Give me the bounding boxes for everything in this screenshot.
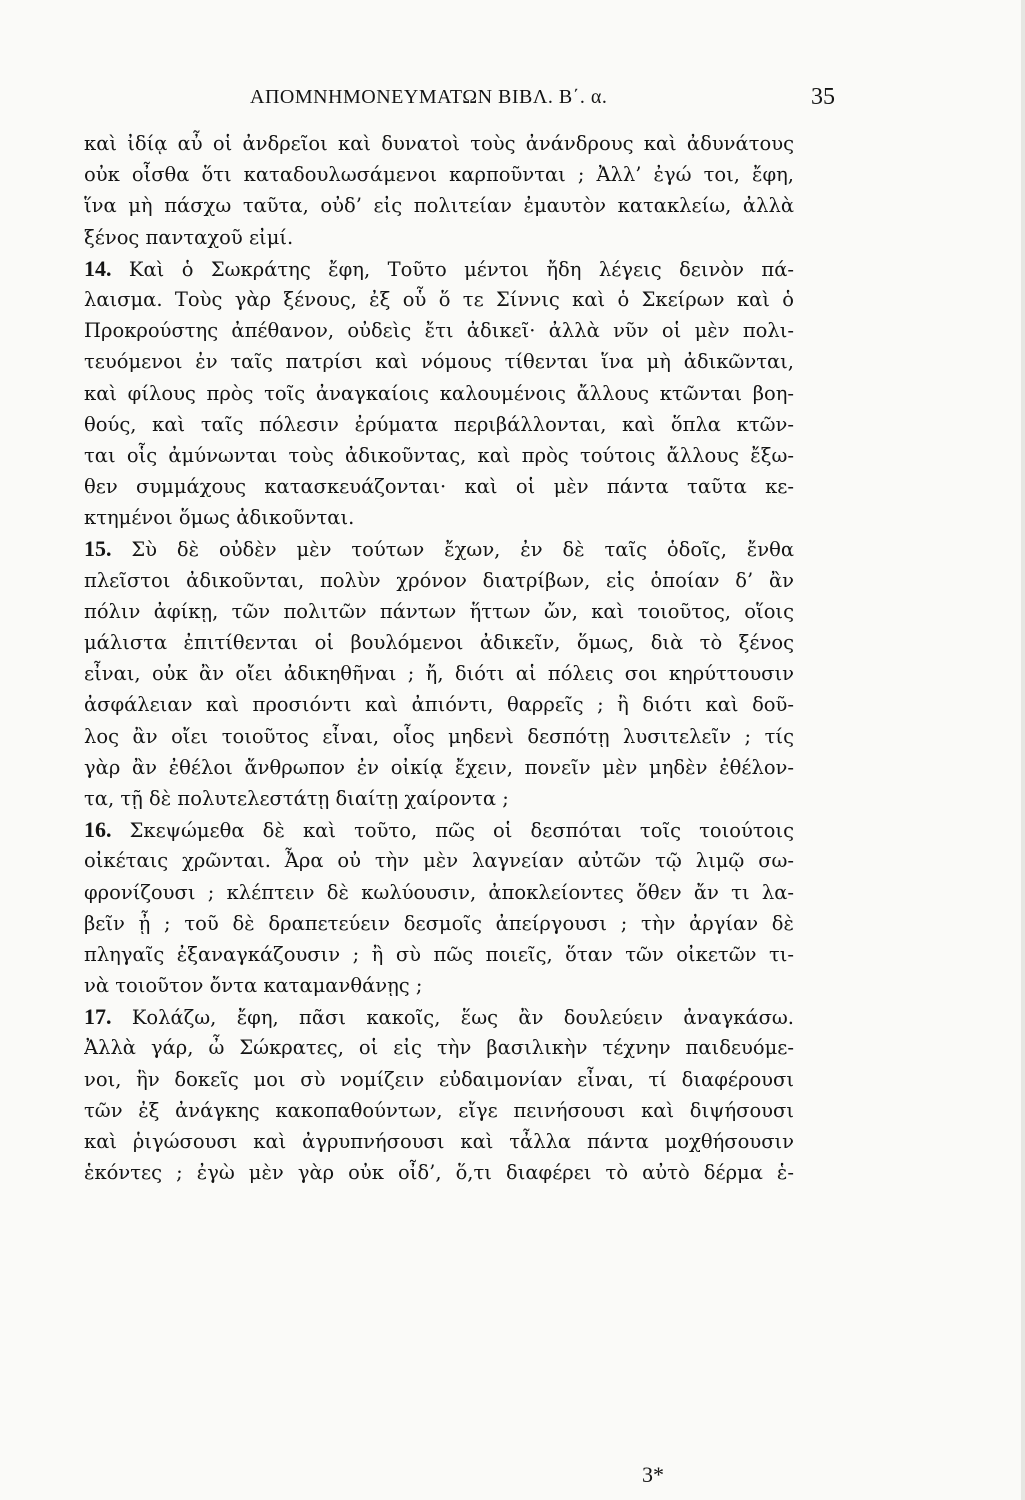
line-text: θεν συμμάχους κατασκευάζονται· καὶ οἱ μὲν πάντα ταῦτα κε-: [84, 475, 794, 499]
line-text: λος ἂν οἴει τοιοῦτος εἶναι, οἷος μηδενὶ δεσπότῃ λυσιτελεῖν ; τίς: [84, 724, 794, 748]
text-line: [84, 253, 794, 284]
page-number: 35: [811, 84, 835, 110]
line-text: μάλιστα ἐπιτίθενται οἱ βουλόμενοι ἀδικεῖν, ὅμως, διὰ τὸ ξένος: [84, 631, 794, 654]
text-line: [84, 159, 794, 190]
text-line: [84, 346, 794, 377]
line-text: καὶ ῥιγώσουσι καὶ ἀγρυπνήσουσι καὶ τἆλλα πάντα μοχθήσουσιν: [84, 1130, 794, 1153]
text-line: [84, 1126, 794, 1157]
text-line: [84, 1001, 794, 1032]
line-text: νὰ τοιοῦτον ὄντα καταμανθάνῃς ;: [84, 974, 423, 998]
line-text: βεῖν ᾖ ; τοῦ δὲ δραπετεύειν δεσμοῖς ἀπείργουσι ; τὴν ἀργίαν δὲ: [84, 911, 794, 935]
line-text: γὰρ ἂν ἐθέλοι ἄνθρωπον ἐν οἰκίᾳ ἔχειν, πονεῖν μὲν μηδὲν ἐθέλον-: [84, 755, 794, 779]
text-line: [84, 752, 794, 783]
line-text: Καὶ ὁ Σωκράτης ἔφη, Τοῦτο μέντοι ἤδη λέγεις δεινὸν πά-: [111, 257, 794, 281]
line-text: ἵνα μὴ πάσχω ταῦτα, οὐδ’ εἰς πολιτείαν ἐμαυτὸν κατακλείω, ἀλλὰ: [84, 194, 794, 218]
line-text: Ἀλλὰ γάρ, ὦ Σώκρατες, οἱ εἰς τὴν βασιλικὴν τέχνην παιδευόμε-: [84, 1036, 794, 1060]
line-text: ξένος πανταχοῦ εἰμί.: [84, 225, 294, 249]
text-line: [84, 814, 794, 845]
section-number: 15.: [84, 536, 112, 562]
text-line: [84, 284, 794, 315]
text-line: [84, 845, 794, 876]
section-number: 16.: [84, 817, 112, 843]
text-line: [84, 877, 794, 908]
text-line: [84, 908, 794, 939]
line-text: νοι, ἣν δοκεῖς μοι σὺ νομίζειν εὐδαιμονίαν εἶναι, τί διαφέρουσι: [84, 1067, 794, 1091]
body-text: [84, 128, 794, 1188]
text-line: [84, 1064, 794, 1095]
text-line: [84, 658, 794, 689]
text-line: [84, 939, 794, 970]
text-line: [84, 1095, 794, 1126]
line-text: ἑκόντες ; ἐγὼ μὲν γὰρ οὐκ οἶδ’, ὅ,τι διαφέρει τὸ αὐτὸ δέρμα ἑ-: [84, 1161, 794, 1185]
text-line: [84, 409, 794, 440]
text-line: [84, 533, 794, 564]
line-text: θούς, καὶ ταῖς πόλεσιν ἐρύματα περιβάλλονται, καὶ ὅπλα κτῶν-: [84, 412, 794, 436]
section-number: 17.: [84, 1004, 112, 1030]
text-line: [84, 128, 794, 159]
text-line: [84, 565, 794, 596]
text-line: [84, 222, 794, 253]
running-title: ΑΠΟΜΝΗΜΟΝΕΥΜΑΤΩΝ ΒΙΒΛ. Β΄. α.: [250, 86, 608, 108]
line-text: οὐκ οἶσθα ὅτι καταδουλωσάμενοι καρποῦνται ; Ἀλλ’ ἐγώ τοι, ἔφη,: [84, 163, 794, 187]
line-text: λαισμα. Τοὺς γὰρ ξένους, ἐξ οὗ ὅ τε Σίννις καὶ ὁ Σκείρων καὶ ὁ: [84, 287, 794, 311]
line-text: πληγαῖς ἐξαναγκάζουσιν ; ἢ σὺ πῶς ποιεῖς, ὅταν τῶν οἰκετῶν τι-: [84, 942, 794, 966]
line-text: οἰκέταις χρῶνται. Ἆρα οὐ τὴν μὲν λαγνείαν αὐτῶν τῷ λιμῷ σω-: [84, 849, 794, 873]
text-line: [84, 970, 794, 1001]
text-line: [84, 378, 794, 409]
line-text: εἶναι, οὐκ ἂν οἴει ἀδικηθῆναι ; ἤ, διότι αἱ πόλεις σοι κηρύττουσιν: [84, 662, 794, 686]
text-line: [84, 689, 794, 720]
line-text: κτημένοι ὅμως ἀδικοῦνται.: [84, 506, 355, 530]
text-line: [84, 471, 794, 502]
text-line: [84, 315, 794, 346]
text-line: [84, 596, 794, 627]
text-line: [84, 783, 794, 814]
line-text: πλεῖστοι ἀδικοῦνται, πολὺν χρόνον διατρίβων, εἰς ὁποίαν δ’ ἂν: [84, 568, 794, 592]
signature-mark: 3*: [642, 1462, 664, 1487]
line-text: φρονίζουσι ; κλέπτειν δὲ κωλύουσιν, ἀποκλείοντες ὅθεν ἄν τι λα-: [84, 880, 794, 904]
line-text: καὶ φίλους πρὸς τοῖς ἀναγκαίοις καλουμένοις ἄλλους κτῶνται βοη-: [84, 381, 794, 405]
line-text: Σὺ δὲ οὐδὲν μὲν τούτων ἔχων, ἐν δὲ ταῖς ὁδοῖς, ἔνθα: [111, 538, 794, 562]
text-line: [84, 721, 794, 752]
line-text: Σκεψώμεθα δὲ καὶ τοῦτο, πῶς οἱ δεσπόται τοῖς τοιούτοις: [111, 819, 794, 843]
line-text: τῶν ἐξ ἀνάγκης κακοπαθούντων, εἴγε πεινήσουσι καὶ διψήσουσι: [84, 1098, 794, 1122]
page-edge: [1021, 0, 1025, 1500]
line-text: Προκρούστης ἀπέθανον, οὐδεὶς ἔτι ἀδικεῖ· ἀλλὰ νῦν οἱ μὲν πολι-: [84, 319, 794, 343]
line-text: ται οἷς ἀμύνωνται τοὺς ἀδικοῦντας, καὶ πρὸς τούτοις ἄλλους ἔξω-: [84, 443, 794, 467]
section-number: 14.: [84, 255, 112, 281]
text-line: [84, 627, 794, 658]
line-text: καὶ ἰδίᾳ αὖ οἱ ἀνδρεῖοι καὶ δυνατοὶ τοὺς ἀνάνδρους καὶ ἀδυνάτους: [84, 132, 794, 155]
line-text: Κολάζω, ἔφη, πᾶσι κακοῖς, ἕως ἂν δουλεύειν ἀναγκάσω.: [111, 1006, 794, 1030]
text-line: [84, 1032, 794, 1063]
text-line: [84, 1157, 794, 1188]
line-text: πόλιν ἀφίκῃ, τῶν πολιτῶν πάντων ἥττων ὤν, καὶ τοιοῦτος, οἵοις: [84, 599, 794, 623]
text-line: [84, 190, 794, 221]
text-line: [84, 502, 794, 533]
line-text: τευόμενοι ἐν ταῖς πατρίσι καὶ νόμους τίθενται ἵνα μὴ ἀδικῶνται,: [84, 350, 794, 374]
text-line: [84, 440, 794, 471]
line-text: τα, τῇ δὲ πολυτελεστάτῃ διαίτῃ χαίροντα ;: [84, 786, 509, 810]
line-text: ἀσφάλειαν καὶ προσιόντι καὶ ἀπιόντι, θαρρεῖς ; ἢ διότι καὶ δοῦ-: [84, 693, 794, 717]
